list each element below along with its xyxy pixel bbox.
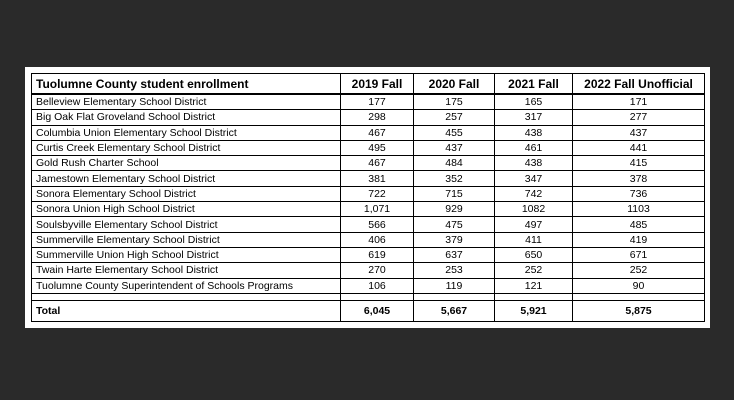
cell-district: Twain Harte Elementary School District	[32, 263, 341, 278]
cell-2021-fall: 742	[495, 186, 573, 201]
header-2019-fall: 2019 Fall	[341, 74, 414, 95]
table-row	[32, 217, 705, 232]
cell-district: Sonora Elementary School District	[32, 186, 341, 201]
cell-2020-fall: 437	[414, 140, 495, 155]
cell-2022-fall: 671	[573, 247, 705, 262]
header-2021-fall: 2021 Fall	[495, 74, 573, 95]
table-row	[32, 202, 705, 217]
cell-district: Belleview Elementary School District	[32, 94, 341, 110]
table-row	[32, 247, 705, 262]
cell-2022-fall: 437	[573, 125, 705, 140]
cell-district: Columbia Union Elementary School District	[32, 125, 341, 140]
cell-2021-fall: 252	[495, 263, 573, 278]
cell-2019-fall: 619	[341, 247, 414, 262]
cell-2021-fall: 1082	[495, 202, 573, 217]
cell-2022-fall: 419	[573, 232, 705, 247]
cell-2021-fall: 121	[495, 278, 573, 293]
cell-2021-fall: 461	[495, 140, 573, 155]
enrollment-table	[31, 73, 705, 322]
cell-district: Tuolumne County Superintendent of Schools Programs	[32, 278, 341, 293]
cell-2020-fall: 715	[414, 186, 495, 201]
table-row	[32, 156, 705, 171]
cell-2020-fall: 379	[414, 232, 495, 247]
cell-2019-fall: 406	[341, 232, 414, 247]
cell-2019-fall: 722	[341, 186, 414, 201]
spacer-row	[32, 293, 705, 300]
table-row	[32, 125, 705, 140]
cell-2022-fall: 171	[573, 94, 705, 110]
table-row	[32, 171, 705, 186]
total-2020-fall: 5,667	[414, 300, 495, 321]
table-row	[32, 110, 705, 125]
spacer-cell	[495, 293, 573, 300]
cell-district: Sonora Union High School District	[32, 202, 341, 217]
cell-2019-fall: 467	[341, 156, 414, 171]
cell-2019-fall: 106	[341, 278, 414, 293]
cell-2020-fall: 475	[414, 217, 495, 232]
cell-district: Jamestown Elementary School District	[32, 171, 341, 186]
cell-2019-fall: 495	[341, 140, 414, 155]
spacer-cell	[341, 293, 414, 300]
spacer-cell	[32, 293, 341, 300]
table-row	[32, 278, 705, 293]
total-2021-fall: 5,921	[495, 300, 573, 321]
total-label: Total	[32, 300, 341, 321]
cell-2020-fall: 352	[414, 171, 495, 186]
total-2019-fall: 6,045	[341, 300, 414, 321]
cell-2022-fall: 277	[573, 110, 705, 125]
spacer-cell	[573, 293, 705, 300]
cell-2022-fall: 485	[573, 217, 705, 232]
cell-2019-fall: 566	[341, 217, 414, 232]
cell-2022-fall: 736	[573, 186, 705, 201]
cell-district: Summerville Union High School District	[32, 247, 341, 262]
cell-2020-fall: 929	[414, 202, 495, 217]
cell-2019-fall: 1,071	[341, 202, 414, 217]
total-row	[32, 300, 705, 321]
table-header-row	[32, 74, 705, 95]
cell-district: Summerville Elementary School District	[32, 232, 341, 247]
cell-2019-fall: 270	[341, 263, 414, 278]
cell-2022-fall: 415	[573, 156, 705, 171]
table-row	[32, 140, 705, 155]
enrollment-table-card	[25, 67, 710, 328]
table-row	[32, 263, 705, 278]
cell-2019-fall: 177	[341, 94, 414, 110]
cell-2019-fall: 381	[341, 171, 414, 186]
cell-2022-fall: 252	[573, 263, 705, 278]
header-district: Tuolumne County student enrollment	[32, 74, 341, 95]
spacer-cell	[414, 293, 495, 300]
cell-2022-fall: 1103	[573, 202, 705, 217]
cell-2021-fall: 438	[495, 125, 573, 140]
cell-2020-fall: 253	[414, 263, 495, 278]
cell-2020-fall: 455	[414, 125, 495, 140]
cell-2020-fall: 484	[414, 156, 495, 171]
table-row	[32, 94, 705, 110]
cell-2021-fall: 497	[495, 217, 573, 232]
cell-2021-fall: 411	[495, 232, 573, 247]
cell-2022-fall: 441	[573, 140, 705, 155]
cell-district: Curtis Creek Elementary School District	[32, 140, 341, 155]
cell-2019-fall: 467	[341, 125, 414, 140]
cell-2021-fall: 317	[495, 110, 573, 125]
cell-2020-fall: 175	[414, 94, 495, 110]
cell-2021-fall: 347	[495, 171, 573, 186]
cell-2020-fall: 257	[414, 110, 495, 125]
cell-2020-fall: 637	[414, 247, 495, 262]
table-row	[32, 186, 705, 201]
cell-2019-fall: 298	[341, 110, 414, 125]
cell-2020-fall: 119	[414, 278, 495, 293]
cell-2021-fall: 650	[495, 247, 573, 262]
cell-district: Soulsbyville Elementary School District	[32, 217, 341, 232]
table-row	[32, 232, 705, 247]
header-2020-fall: 2020 Fall	[414, 74, 495, 95]
cell-2021-fall: 165	[495, 94, 573, 110]
header-2022-fall-unofficial: 2022 Fall Unofficial	[573, 74, 705, 95]
cell-2022-fall: 378	[573, 171, 705, 186]
cell-2021-fall: 438	[495, 156, 573, 171]
cell-2022-fall: 90	[573, 278, 705, 293]
cell-district: Big Oak Flat Groveland School District	[32, 110, 341, 125]
cell-district: Gold Rush Charter School	[32, 156, 341, 171]
total-2022-fall: 5,875	[573, 300, 705, 321]
